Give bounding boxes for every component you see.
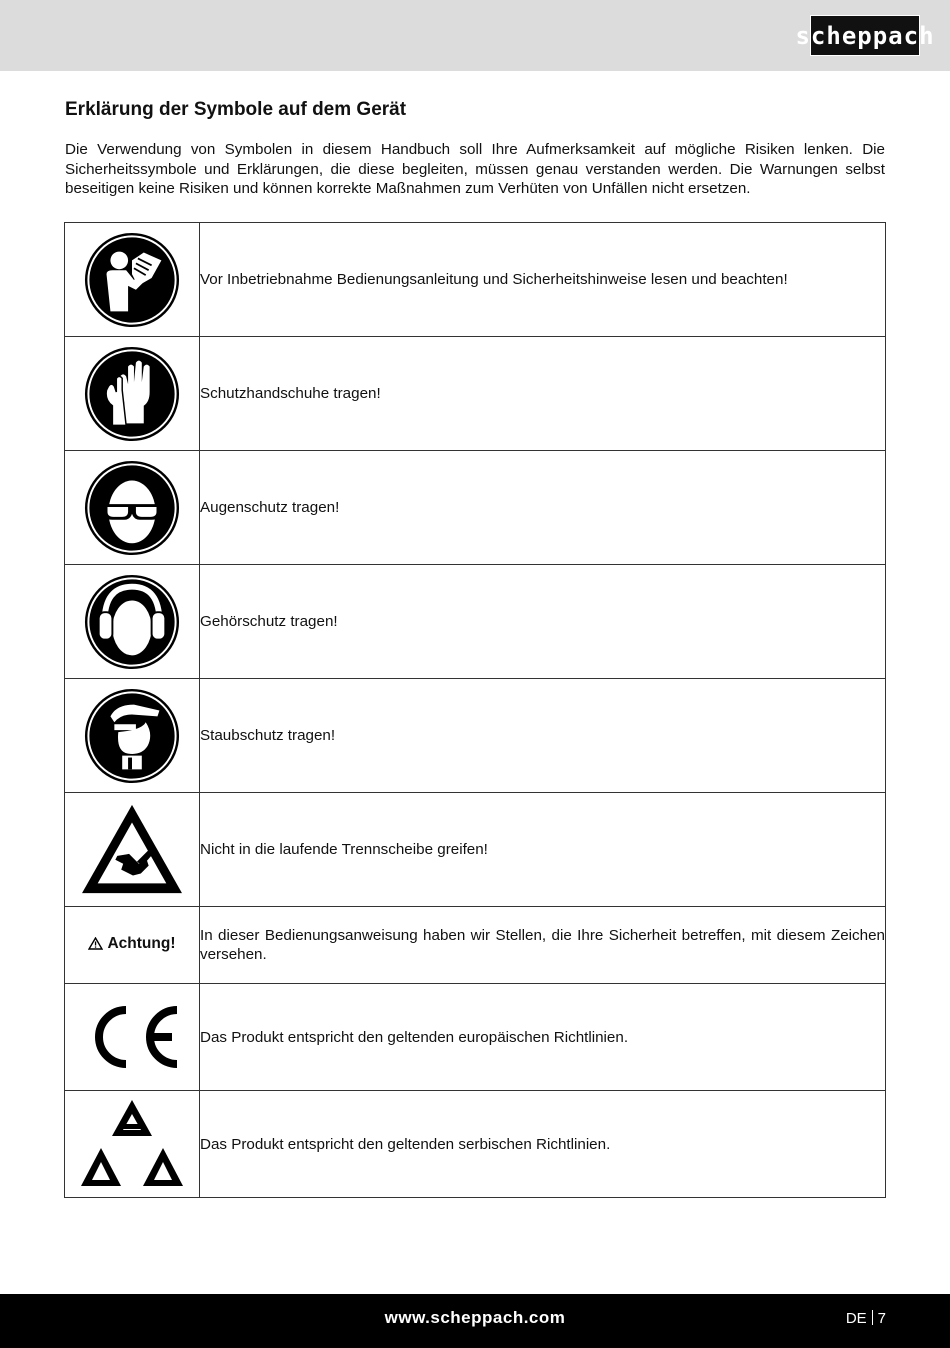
scheppach-logo: scheppach — [810, 15, 920, 56]
intro-paragraph: Die Verwendung von Symbolen in diesem Handbuch soll Ihre Aufmerksamkeit auf mögliche Risiken lenken. Die Sicherheitssymbole und Erklärungen, die diese begleiten, müssen genau verstanden werden. Die Warnungen selbst beseitigen keine Risiken und können korrekte Maßnahmen zum Verhüten von Unfällen nicht ersetzen. — [65, 141, 885, 197]
symbol-cell — [65, 223, 200, 337]
table-row — [65, 679, 886, 793]
achtung-text: Achtung! — [107, 934, 176, 952]
symbol-cell — [65, 679, 200, 793]
symbol-description: Vor Inbetriebnahme Bedienungsanleitung und Sicherheitshinweise lesen und beachten! — [200, 223, 886, 337]
table-row — [65, 1091, 886, 1198]
hearing-protection-icon — [83, 573, 181, 671]
footer-bar — [0, 1294, 950, 1348]
table-row — [65, 565, 886, 679]
header-bar — [0, 0, 950, 71]
section-title: Erklärung der Symbole auf dem Gerät — [65, 99, 407, 120]
table-row — [65, 907, 886, 984]
symbol-cell — [65, 1091, 200, 1198]
warning-triangle-icon — [88, 937, 103, 950]
page-indicator — [846, 1310, 886, 1327]
symbol-description: Staubschutz tragen! — [200, 679, 886, 793]
page-number: 7 — [877, 1310, 886, 1327]
symbol-description: Gehörschutz tragen! — [200, 565, 886, 679]
table-row — [65, 223, 886, 337]
ce-mark-icon — [82, 1002, 182, 1072]
symbol-cell — [65, 907, 200, 984]
symbol-description: Nicht in die laufende Trennscheibe greifen! — [200, 793, 886, 907]
table-row — [65, 793, 886, 907]
symbol-cell — [65, 337, 200, 451]
symbol-cell — [65, 565, 200, 679]
symbol-description: Das Produkt entspricht den geltenden serbischen Richtlinien. — [200, 1091, 886, 1198]
footer-url[interactable]: www.scheppach.com — [384, 1308, 566, 1327]
symbol-table — [64, 222, 886, 1198]
language-code: DE — [845, 1310, 867, 1327]
symbol-cell — [65, 451, 200, 565]
symbol-cell — [65, 793, 200, 907]
page-separator — [872, 1310, 873, 1325]
symbol-description: In dieser Bedienungsanweisung haben wir Stellen, die Ihre Sicherheit betreffen, mit diesem Zeichen versehen. — [200, 907, 886, 984]
symbol-description: Das Produkt entspricht den geltenden europäischen Richtlinien. — [200, 984, 886, 1091]
read-manual-icon — [83, 231, 181, 329]
table-row — [65, 451, 886, 565]
achtung-label — [88, 935, 175, 953]
gloves-icon — [83, 345, 181, 443]
dust-mask-icon — [83, 687, 181, 785]
eye-protection-icon — [83, 459, 181, 557]
symbol-cell — [65, 984, 200, 1091]
symbol-description: Augenschutz tragen! — [200, 451, 886, 565]
hand-injury-warning-icon — [78, 801, 186, 899]
table-row — [65, 337, 886, 451]
symbol-description: Schutzhandschuhe tragen! — [200, 337, 886, 451]
serbian-conformity-icon — [79, 1098, 185, 1190]
table-row — [65, 984, 886, 1091]
